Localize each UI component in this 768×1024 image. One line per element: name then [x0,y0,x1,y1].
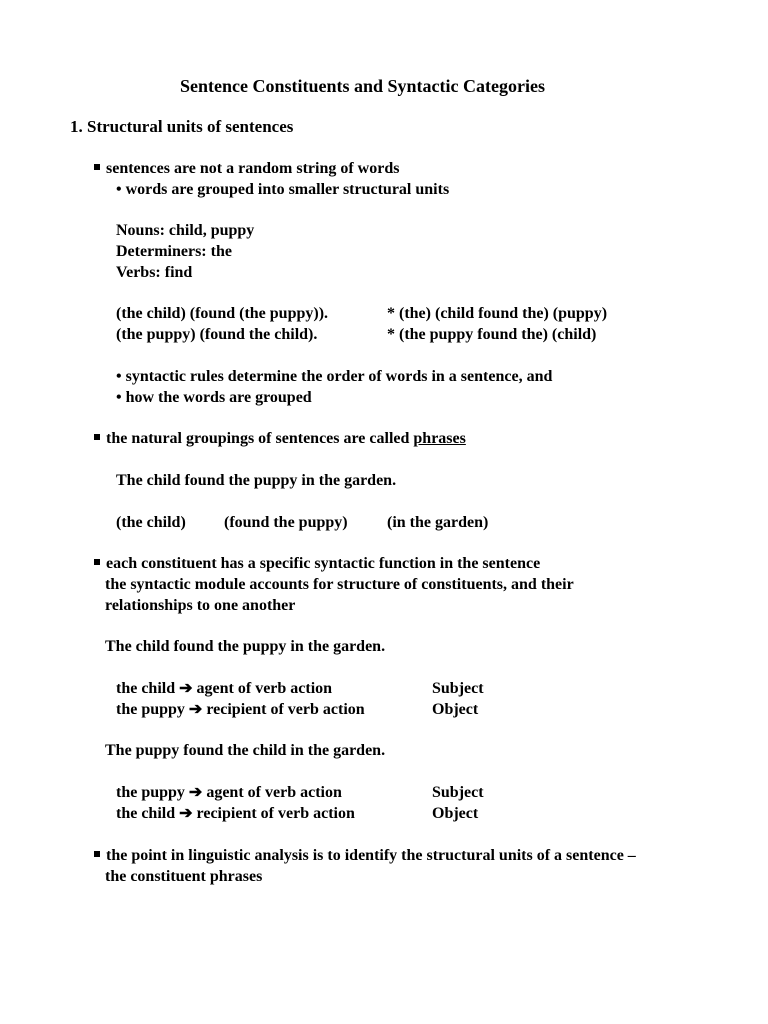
nouns-line: Nouns: child, puppy [116,222,255,239]
right-arrow-icon: ➔ [188,701,203,718]
right-arrow-icon: ➔ [188,784,203,801]
square-bullet-icon [94,164,100,170]
sub-bullet-grouped: • words are grouped into smaller structural units [116,181,450,198]
example-sentence-2: The child found the puppy in the garden. [105,638,386,655]
role-row: the puppy ➔ agent of verb action [116,784,342,801]
example-good-1: (the child) (found (the puppy)). [116,305,329,322]
group-subject: (the child) [116,514,186,531]
example-good-2: (the puppy) (found the child). [116,326,318,343]
bullet-random-string: sentences are not a random string of words [94,159,399,179]
example-bad-1: * (the) (child found the) (puppy) [387,305,608,322]
section-heading: 1. Structural units of sentences [70,117,294,136]
role-function: Object [432,701,479,718]
page-title: Sentence Constituents and Syntactic Categories [180,76,545,96]
bullet-linguistic-analysis: the point in linguistic analysis is to identify the structural units of a sentence – [94,846,636,866]
square-bullet-icon [94,559,100,565]
constituent-text-line-3: relationships to one another [105,597,296,614]
phrases-term: phrases [413,430,466,447]
role-row: the puppy ➔ recipient of verb action [116,701,365,718]
role-row: the child ➔ recipient of verb action [116,805,355,822]
right-arrow-icon: ➔ [179,680,193,697]
role-function: Subject [432,680,484,697]
bullet-phrases: the natural groupings of sentences are called phrases [94,429,466,449]
right-arrow-icon: ➔ [179,805,193,822]
square-bullet-icon [94,434,100,440]
constituent-text-line-2: the syntactic module accounts for structure of constituents, and their [105,576,574,593]
example-sentence-3: The puppy found the child in the garden. [105,742,386,759]
example-bad-2: * (the puppy found the) (child) [387,326,597,343]
role-function: Subject [432,784,484,801]
example-sentence-1: The child found the puppy in the garden. [116,472,397,489]
square-bullet-icon [94,851,100,857]
role-function: Object [432,805,479,822]
verbs-line: Verbs: find [116,264,193,281]
rule-grouping: • how the words are grouped [116,389,312,406]
bullet-constituent-function: each constituent has a specific syntactic function in the sentence [94,554,540,574]
analysis-text-line-2: the constituent phrases [105,868,263,885]
group-verb-phrase: (found the puppy) [224,514,348,531]
group-prep-phrase: (in the garden) [387,514,489,531]
role-row: the child ➔ agent of verb action [116,680,333,697]
determiners-line: Determiners: the [116,243,232,260]
rule-order: • syntactic rules determine the order of words in a sentence, and [116,368,553,385]
